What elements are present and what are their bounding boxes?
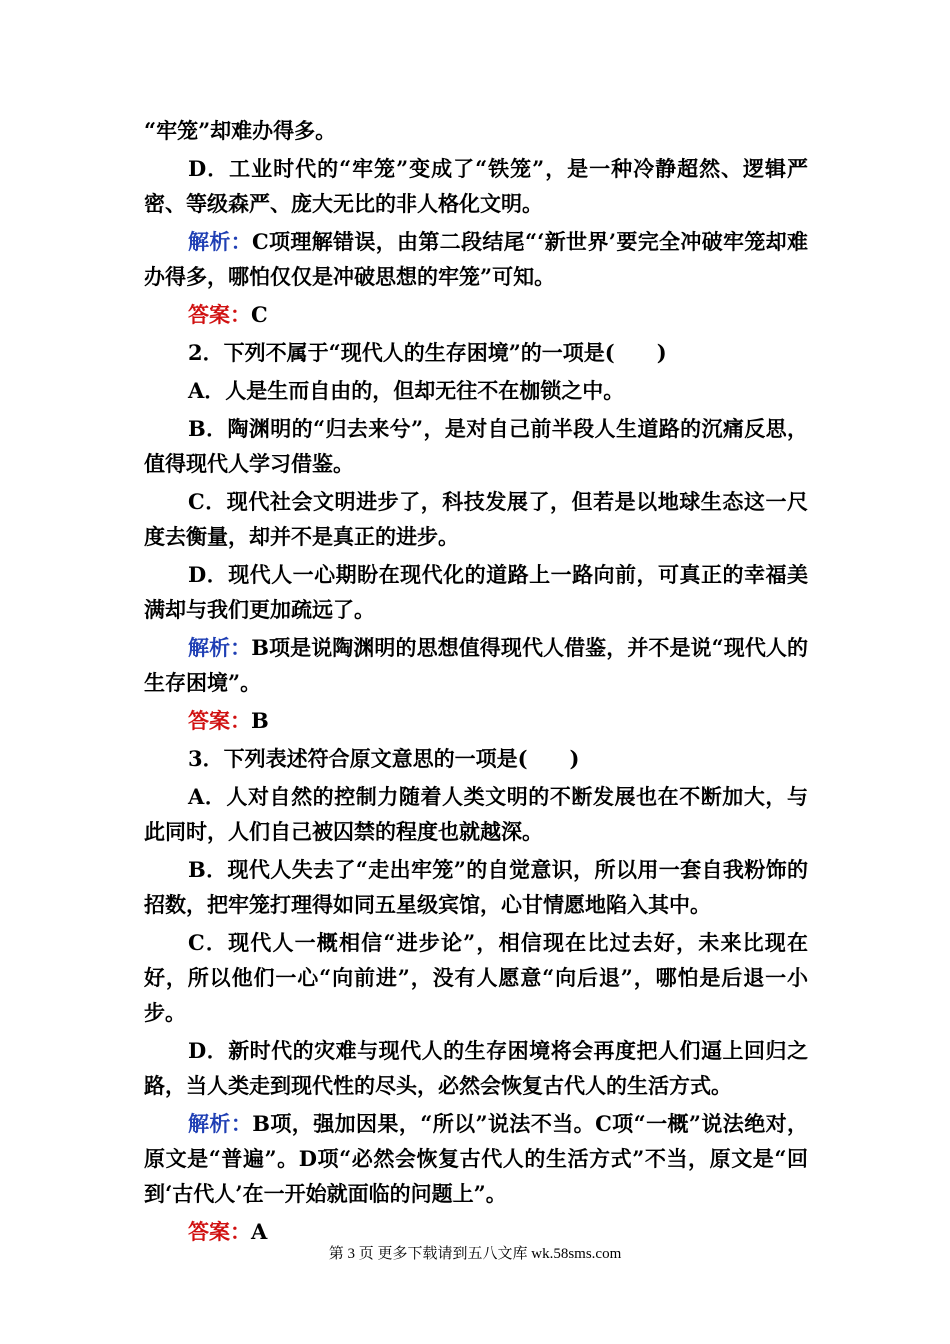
analysis-text: B项是说陶渊明的思想值得现代人借鉴，并不是说“现代人的生存困境”。 <box>144 635 809 695</box>
analysis-label: 解析： <box>188 635 252 660</box>
document-body <box>144 113 808 1252</box>
option-d-q2: D．现代人一心期盼在现代化的道路上一路向前，可真正的幸福美满却与我们更加疏远了。 <box>144 562 808 622</box>
answer-q1 <box>144 297 808 332</box>
analysis-text: B项，强加因果，“所以”说法不当。C项“一概”说法绝对，原文是“普遍”。D项“必然会恢复古代人的生活方式”不当，原文是“回到‘古代人’在一开始就面临的问题上”。 <box>144 1111 809 1206</box>
question-3: 3．下列表述符合原文意思的一项是( ) <box>188 746 580 771</box>
option-c-q3: C．现代人一概相信“进步论”，相信现在比过去好，未来比现在好，所以他们一心“向前进”，没有人愿意“向后退”，哪怕是后退一小步。 <box>144 930 808 1025</box>
option-a-q2: A．人是生而自由的，但却无往不在枷锁之中。 <box>188 378 625 403</box>
answer-label: 答案： <box>188 302 251 327</box>
answer-text: B <box>251 708 269 733</box>
analysis-q1 <box>144 224 808 294</box>
answer-text: C <box>251 302 268 327</box>
analysis-label: 解析： <box>188 1111 253 1136</box>
page-footer: 第 3 页 更多下载请到五八文库 wk.58sms.com <box>328 1246 622 1262</box>
answer-q2 <box>144 703 808 738</box>
option-a-q3: A．人对自然的控制力随着人类文明的不断发展也在不断加大，与此同时，人们自己被囚禁的程度也就越深。 <box>144 784 808 844</box>
analysis-label: 解析： <box>188 229 252 254</box>
question-2: 2．下列不属于“现代人的生存困境”的一项是( ) <box>188 340 667 365</box>
paragraph-continuation: “牢笼”却难办得多。 <box>144 118 337 143</box>
answer-text: A <box>251 1219 268 1244</box>
option-d-q3: D．新时代的灾难与现代人的生存困境将会再度把人们逼上回归之路，当人类走到现代性的尽头，必然会恢复古代人的生活方式。 <box>144 1038 808 1098</box>
analysis-q2 <box>144 630 808 700</box>
option-b-q2: B．陶渊明的“归去来兮”，是对自己前半段人生道路的沉痛反思，值得现代人学习借鉴。 <box>144 416 808 476</box>
option-d-q1: D．工业时代的“牢笼”变成了“铁笼”，是一种冷静超然、逻辑严密、等级森严、庞大无比的非人格化文明。 <box>144 156 808 216</box>
answer-label: 答案： <box>188 1219 251 1244</box>
analysis-text: C项理解错误，由第二段结尾“‘新世界’要完全冲破牢笼却难办得多，哪怕仅仅是冲破思想的牢笼”可知。 <box>144 229 809 289</box>
option-b-q3: B．现代人失去了“走出牢笼”的自觉意识，所以用一套自我粉饰的招数，把牢笼打理得如同五星级宾馆，心甘情愿地陷入其中。 <box>144 857 808 917</box>
answer-label: 答案： <box>188 708 251 733</box>
option-c-q2: C．现代社会文明进步了，科技发展了，但若是以地球生态这一尺度去衡量，却并不是真正的进步。 <box>144 489 808 549</box>
analysis-q3 <box>144 1106 808 1211</box>
